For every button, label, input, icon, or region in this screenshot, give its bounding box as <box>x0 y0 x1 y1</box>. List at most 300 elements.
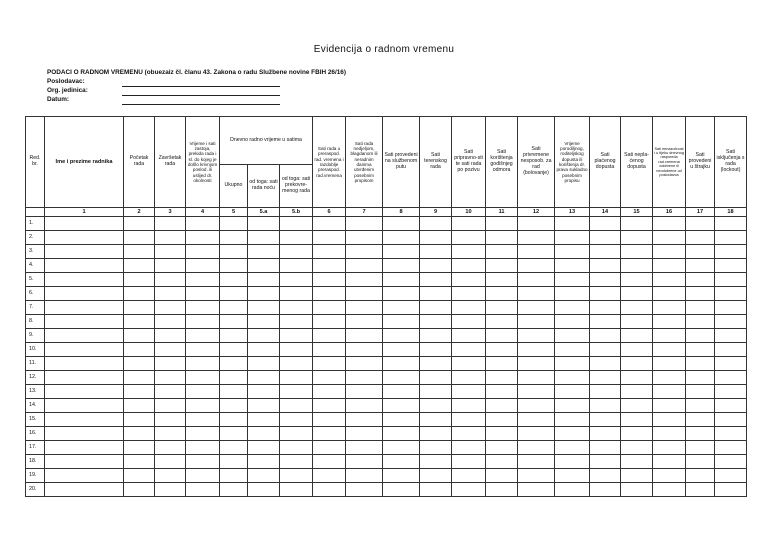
table-cell[interactable] <box>555 231 590 245</box>
table-cell[interactable] <box>686 441 715 455</box>
table-cell[interactable] <box>686 287 715 301</box>
table-cell[interactable] <box>452 469 486 483</box>
table-cell[interactable] <box>555 371 590 385</box>
table-cell[interactable] <box>45 287 124 301</box>
table-cell[interactable] <box>313 483 346 497</box>
table-cell[interactable] <box>486 357 518 371</box>
table-cell[interactable] <box>452 371 486 385</box>
table-cell[interactable] <box>124 469 155 483</box>
table-cell[interactable] <box>653 469 686 483</box>
table-cell[interactable] <box>420 259 452 273</box>
table-cell[interactable] <box>313 343 346 357</box>
table-cell[interactable] <box>186 259 220 273</box>
table-cell[interactable] <box>186 455 220 469</box>
table-cell[interactable] <box>248 301 280 315</box>
table-cell[interactable] <box>590 343 621 357</box>
table-cell[interactable] <box>124 441 155 455</box>
table-cell[interactable] <box>45 301 124 315</box>
table-cell[interactable] <box>220 357 248 371</box>
table-cell[interactable] <box>383 287 420 301</box>
table-cell[interactable] <box>420 315 452 329</box>
table-cell[interactable] <box>220 371 248 385</box>
table-cell[interactable] <box>518 427 555 441</box>
table-cell[interactable] <box>686 455 715 469</box>
table-cell[interactable] <box>155 343 186 357</box>
table-cell[interactable] <box>486 259 518 273</box>
table-cell[interactable] <box>220 273 248 287</box>
table-cell[interactable] <box>313 287 346 301</box>
table-cell[interactable] <box>155 441 186 455</box>
table-cell[interactable] <box>486 413 518 427</box>
table-cell[interactable] <box>155 259 186 273</box>
table-cell[interactable] <box>280 455 313 469</box>
table-cell[interactable] <box>346 469 383 483</box>
table-cell[interactable] <box>486 343 518 357</box>
table-cell[interactable] <box>715 455 747 469</box>
table-cell[interactable] <box>590 273 621 287</box>
table-cell[interactable] <box>653 315 686 329</box>
table-cell[interactable] <box>621 469 653 483</box>
table-cell[interactable] <box>590 413 621 427</box>
table-cell[interactable] <box>590 329 621 343</box>
table-cell[interactable] <box>155 315 186 329</box>
table-cell[interactable] <box>452 245 486 259</box>
table-cell[interactable] <box>280 385 313 399</box>
table-cell[interactable] <box>346 217 383 231</box>
table-cell[interactable] <box>686 343 715 357</box>
table-cell[interactable] <box>248 427 280 441</box>
table-cell[interactable] <box>186 371 220 385</box>
table-cell[interactable] <box>155 413 186 427</box>
table-cell[interactable] <box>555 357 590 371</box>
table-cell[interactable] <box>518 441 555 455</box>
table-cell[interactable] <box>715 357 747 371</box>
table-cell[interactable] <box>346 413 383 427</box>
table-cell[interactable] <box>346 273 383 287</box>
table-cell[interactable] <box>715 399 747 413</box>
table-cell[interactable] <box>715 231 747 245</box>
table-cell[interactable] <box>590 357 621 371</box>
table-cell[interactable] <box>555 343 590 357</box>
table-cell[interactable] <box>280 469 313 483</box>
table-cell[interactable] <box>715 329 747 343</box>
table-cell[interactable] <box>186 287 220 301</box>
table-cell[interactable] <box>686 413 715 427</box>
table-cell[interactable] <box>621 343 653 357</box>
table-cell[interactable] <box>686 273 715 287</box>
table-cell[interactable] <box>653 329 686 343</box>
table-cell[interactable] <box>280 301 313 315</box>
table-cell[interactable] <box>383 217 420 231</box>
table-cell[interactable] <box>45 259 124 273</box>
table-cell[interactable] <box>346 399 383 413</box>
table-cell[interactable] <box>280 259 313 273</box>
table-cell[interactable] <box>715 259 747 273</box>
table-cell[interactable] <box>621 427 653 441</box>
table-cell[interactable] <box>555 273 590 287</box>
table-cell[interactable] <box>518 273 555 287</box>
table-cell[interactable] <box>383 343 420 357</box>
table-cell[interactable] <box>124 231 155 245</box>
table-cell[interactable] <box>518 455 555 469</box>
table-cell[interactable] <box>653 287 686 301</box>
table-cell[interactable] <box>155 287 186 301</box>
table-cell[interactable] <box>155 245 186 259</box>
table-cell[interactable] <box>452 217 486 231</box>
table-cell[interactable] <box>555 315 590 329</box>
table-cell[interactable] <box>186 441 220 455</box>
table-cell[interactable] <box>486 483 518 497</box>
table-cell[interactable] <box>715 483 747 497</box>
table-cell[interactable] <box>518 259 555 273</box>
table-cell[interactable] <box>420 427 452 441</box>
table-cell[interactable] <box>621 399 653 413</box>
table-cell[interactable] <box>45 371 124 385</box>
table-cell[interactable] <box>186 329 220 343</box>
table-cell[interactable] <box>45 315 124 329</box>
table-cell[interactable] <box>383 427 420 441</box>
table-cell[interactable] <box>248 315 280 329</box>
table-cell[interactable] <box>186 315 220 329</box>
table-cell[interactable] <box>715 385 747 399</box>
table-cell[interactable] <box>621 287 653 301</box>
table-cell[interactable] <box>220 399 248 413</box>
table-cell[interactable] <box>186 273 220 287</box>
table-cell[interactable] <box>45 245 124 259</box>
table-cell[interactable] <box>715 315 747 329</box>
table-cell[interactable] <box>346 343 383 357</box>
table-cell[interactable] <box>653 413 686 427</box>
table-cell[interactable] <box>280 287 313 301</box>
table-cell[interactable] <box>486 385 518 399</box>
table-cell[interactable] <box>653 441 686 455</box>
table-cell[interactable] <box>220 245 248 259</box>
table-cell[interactable] <box>313 231 346 245</box>
table-cell[interactable] <box>248 329 280 343</box>
table-cell[interactable] <box>383 483 420 497</box>
table-cell[interactable] <box>280 441 313 455</box>
table-cell[interactable] <box>555 413 590 427</box>
table-cell[interactable] <box>45 231 124 245</box>
table-cell[interactable] <box>280 217 313 231</box>
table-cell[interactable] <box>621 259 653 273</box>
table-cell[interactable] <box>220 385 248 399</box>
table-cell[interactable] <box>45 399 124 413</box>
table-cell[interactable] <box>555 245 590 259</box>
table-cell[interactable] <box>653 301 686 315</box>
table-cell[interactable] <box>220 413 248 427</box>
table-cell[interactable] <box>346 385 383 399</box>
table-cell[interactable] <box>653 217 686 231</box>
table-cell[interactable] <box>313 371 346 385</box>
table-cell[interactable] <box>518 371 555 385</box>
table-cell[interactable] <box>452 301 486 315</box>
table-cell[interactable] <box>124 371 155 385</box>
table-cell[interactable] <box>420 287 452 301</box>
table-cell[interactable] <box>420 385 452 399</box>
table-cell[interactable] <box>420 343 452 357</box>
table-cell[interactable] <box>653 371 686 385</box>
table-cell[interactable] <box>346 231 383 245</box>
table-cell[interactable] <box>452 343 486 357</box>
table-cell[interactable] <box>555 259 590 273</box>
table-cell[interactable] <box>715 343 747 357</box>
table-cell[interactable] <box>155 371 186 385</box>
table-cell[interactable] <box>486 301 518 315</box>
table-cell[interactable] <box>518 329 555 343</box>
table-cell[interactable] <box>346 329 383 343</box>
table-cell[interactable] <box>420 357 452 371</box>
table-cell[interactable] <box>452 427 486 441</box>
table-cell[interactable] <box>420 273 452 287</box>
table-cell[interactable] <box>452 385 486 399</box>
table-cell[interactable] <box>346 441 383 455</box>
table-cell[interactable] <box>420 469 452 483</box>
table-cell[interactable] <box>486 287 518 301</box>
table-cell[interactable] <box>715 371 747 385</box>
table-cell[interactable] <box>248 469 280 483</box>
table-cell[interactable] <box>621 315 653 329</box>
table-cell[interactable] <box>383 245 420 259</box>
table-cell[interactable] <box>452 399 486 413</box>
table-cell[interactable] <box>686 483 715 497</box>
table-cell[interactable] <box>248 413 280 427</box>
table-cell[interactable] <box>186 245 220 259</box>
table-cell[interactable] <box>220 315 248 329</box>
table-cell[interactable] <box>653 455 686 469</box>
table-cell[interactable] <box>124 399 155 413</box>
table-cell[interactable] <box>248 245 280 259</box>
table-cell[interactable] <box>518 413 555 427</box>
table-cell[interactable] <box>313 259 346 273</box>
table-cell[interactable] <box>383 329 420 343</box>
table-cell[interactable] <box>621 217 653 231</box>
table-cell[interactable] <box>452 287 486 301</box>
table-cell[interactable] <box>383 231 420 245</box>
table-cell[interactable] <box>124 315 155 329</box>
org-unit-line[interactable] <box>122 95 280 96</box>
table-cell[interactable] <box>420 217 452 231</box>
table-cell[interactable] <box>621 301 653 315</box>
table-cell[interactable] <box>313 469 346 483</box>
table-cell[interactable] <box>124 343 155 357</box>
table-cell[interactable] <box>155 357 186 371</box>
table-cell[interactable] <box>590 469 621 483</box>
table-cell[interactable] <box>186 483 220 497</box>
table-cell[interactable] <box>590 455 621 469</box>
table-cell[interactable] <box>653 427 686 441</box>
table-cell[interactable] <box>220 287 248 301</box>
table-cell[interactable] <box>653 385 686 399</box>
table-cell[interactable] <box>313 273 346 287</box>
table-cell[interactable] <box>686 231 715 245</box>
table-cell[interactable] <box>715 427 747 441</box>
table-cell[interactable] <box>518 357 555 371</box>
table-cell[interactable] <box>45 455 124 469</box>
table-cell[interactable] <box>486 469 518 483</box>
table-cell[interactable] <box>518 245 555 259</box>
table-cell[interactable] <box>248 259 280 273</box>
table-cell[interactable] <box>220 441 248 455</box>
table-cell[interactable] <box>248 399 280 413</box>
table-cell[interactable] <box>346 371 383 385</box>
table-cell[interactable] <box>590 483 621 497</box>
table-cell[interactable] <box>124 259 155 273</box>
table-cell[interactable] <box>452 441 486 455</box>
table-cell[interactable] <box>313 385 346 399</box>
table-cell[interactable] <box>621 483 653 497</box>
table-cell[interactable] <box>313 301 346 315</box>
table-cell[interactable] <box>220 427 248 441</box>
table-cell[interactable] <box>486 273 518 287</box>
table-cell[interactable] <box>452 329 486 343</box>
table-cell[interactable] <box>621 441 653 455</box>
table-cell[interactable] <box>45 469 124 483</box>
table-cell[interactable] <box>220 259 248 273</box>
table-cell[interactable] <box>186 413 220 427</box>
table-cell[interactable] <box>313 413 346 427</box>
table-cell[interactable] <box>280 413 313 427</box>
table-cell[interactable] <box>45 273 124 287</box>
table-cell[interactable] <box>555 301 590 315</box>
table-cell[interactable] <box>346 427 383 441</box>
table-cell[interactable] <box>45 413 124 427</box>
table-cell[interactable] <box>280 371 313 385</box>
table-cell[interactable] <box>452 259 486 273</box>
table-cell[interactable] <box>280 427 313 441</box>
table-cell[interactable] <box>518 287 555 301</box>
table-cell[interactable] <box>280 343 313 357</box>
table-cell[interactable] <box>383 399 420 413</box>
table-cell[interactable] <box>124 427 155 441</box>
table-cell[interactable] <box>280 245 313 259</box>
table-cell[interactable] <box>383 259 420 273</box>
table-cell[interactable] <box>653 357 686 371</box>
table-cell[interactable] <box>383 469 420 483</box>
table-cell[interactable] <box>590 441 621 455</box>
table-cell[interactable] <box>248 357 280 371</box>
table-cell[interactable] <box>45 385 124 399</box>
table-cell[interactable] <box>686 469 715 483</box>
table-cell[interactable] <box>518 343 555 357</box>
table-cell[interactable] <box>555 441 590 455</box>
table-cell[interactable] <box>248 441 280 455</box>
table-cell[interactable] <box>621 371 653 385</box>
table-cell[interactable] <box>486 217 518 231</box>
table-cell[interactable] <box>45 427 124 441</box>
table-cell[interactable] <box>313 455 346 469</box>
table-cell[interactable] <box>420 455 452 469</box>
table-cell[interactable] <box>248 287 280 301</box>
table-cell[interactable] <box>621 357 653 371</box>
table-cell[interactable] <box>383 413 420 427</box>
table-cell[interactable] <box>124 217 155 231</box>
table-cell[interactable] <box>280 315 313 329</box>
table-cell[interactable] <box>686 245 715 259</box>
table-cell[interactable] <box>186 231 220 245</box>
table-cell[interactable] <box>383 371 420 385</box>
table-cell[interactable] <box>590 371 621 385</box>
table-cell[interactable] <box>248 343 280 357</box>
table-cell[interactable] <box>124 357 155 371</box>
table-cell[interactable] <box>486 245 518 259</box>
table-cell[interactable] <box>248 483 280 497</box>
table-cell[interactable] <box>555 217 590 231</box>
table-cell[interactable] <box>346 259 383 273</box>
table-cell[interactable] <box>686 371 715 385</box>
table-cell[interactable] <box>518 315 555 329</box>
table-cell[interactable] <box>346 455 383 469</box>
table-cell[interactable] <box>248 231 280 245</box>
table-cell[interactable] <box>45 217 124 231</box>
table-cell[interactable] <box>124 413 155 427</box>
table-cell[interactable] <box>621 385 653 399</box>
table-cell[interactable] <box>452 455 486 469</box>
table-cell[interactable] <box>313 399 346 413</box>
table-cell[interactable] <box>45 441 124 455</box>
table-cell[interactable] <box>155 427 186 441</box>
table-cell[interactable] <box>420 399 452 413</box>
table-cell[interactable] <box>155 399 186 413</box>
table-cell[interactable] <box>155 273 186 287</box>
table-cell[interactable] <box>280 399 313 413</box>
table-cell[interactable] <box>686 399 715 413</box>
table-cell[interactable] <box>686 427 715 441</box>
table-cell[interactable] <box>313 441 346 455</box>
table-cell[interactable] <box>45 329 124 343</box>
table-cell[interactable] <box>590 301 621 315</box>
table-cell[interactable] <box>420 483 452 497</box>
table-cell[interactable] <box>280 357 313 371</box>
table-cell[interactable] <box>621 455 653 469</box>
table-cell[interactable] <box>124 245 155 259</box>
table-cell[interactable] <box>280 329 313 343</box>
table-cell[interactable] <box>621 231 653 245</box>
table-cell[interactable] <box>686 329 715 343</box>
table-cell[interactable] <box>653 231 686 245</box>
table-cell[interactable] <box>383 273 420 287</box>
table-cell[interactable] <box>486 371 518 385</box>
table-cell[interactable] <box>555 329 590 343</box>
table-cell[interactable] <box>590 231 621 245</box>
table-cell[interactable] <box>155 385 186 399</box>
table-cell[interactable] <box>280 273 313 287</box>
table-cell[interactable] <box>383 455 420 469</box>
table-cell[interactable] <box>248 371 280 385</box>
table-cell[interactable] <box>420 371 452 385</box>
table-cell[interactable] <box>346 287 383 301</box>
table-cell[interactable] <box>155 483 186 497</box>
table-cell[interactable] <box>486 315 518 329</box>
table-cell[interactable] <box>715 287 747 301</box>
table-cell[interactable] <box>124 273 155 287</box>
table-cell[interactable] <box>653 273 686 287</box>
table-cell[interactable] <box>186 469 220 483</box>
table-cell[interactable] <box>280 231 313 245</box>
table-cell[interactable] <box>186 427 220 441</box>
table-cell[interactable] <box>621 329 653 343</box>
table-cell[interactable] <box>124 385 155 399</box>
table-cell[interactable] <box>486 329 518 343</box>
table-cell[interactable] <box>220 483 248 497</box>
table-cell[interactable] <box>124 483 155 497</box>
table-cell[interactable] <box>715 217 747 231</box>
table-cell[interactable] <box>420 413 452 427</box>
table-cell[interactable] <box>220 231 248 245</box>
table-cell[interactable] <box>124 287 155 301</box>
table-cell[interactable] <box>486 441 518 455</box>
table-cell[interactable] <box>590 427 621 441</box>
